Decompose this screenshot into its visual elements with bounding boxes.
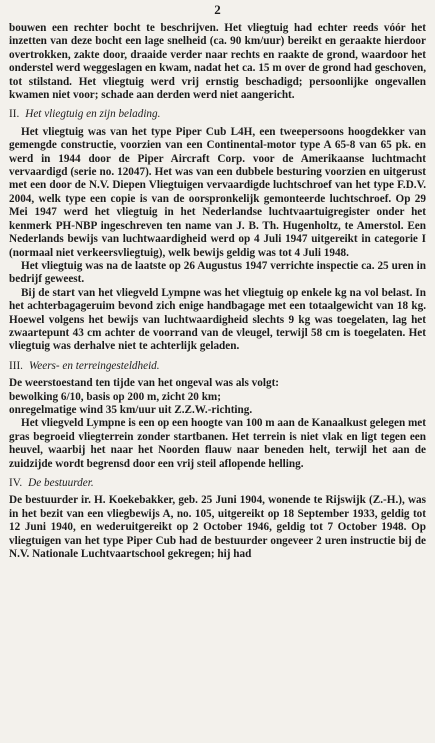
section-number: III. [9,359,23,372]
section-title: De bestuurder. [28,477,94,489]
terrain-paragraph: Het vliegveld Lympne is een op een hoogte van 100 m aan de Kanaalkust gelegen met gras begroeid vliegterrein zonder startbanen. Het terrein is niet vlak en ligt tegen een heuvel, waarbij het naar het Noorden flauw naar beneden helt, terwijl het aan de zuidzijde wordt begrensd door een vrij steil aflopende helling. [9,417,426,470]
weather-intro-line: De weerstoestand ten tijde van het ongeval was als volgt: [9,377,280,390]
weather-clouds-line: bewolking 6/10, basis op 200 m, zicht 20 km; [9,390,221,403]
section-heading-3 [9,360,426,373]
section-number: IV. [9,477,23,489]
intro-paragraph: bouwen een rechter bocht te beschrijven. Het vliegtuig had echter reeds vóór het inzetten van deze bocht een lage snelheid (ca. 90 km/uur) bereikt en geraakte hierdoor overtrokken, zakte door, draaide verder naar rechts en raakte de grond, waardoor het onderstel werd weggeslagen en kwam, nadat het ca. 15 m over de grond had geschoven, tot stilstand. Het vliegtuig werd vrij ernstig beschadigd; persoonlijke ongevallen kwamen niet voor; schade aan derden werd niet aangericht. [9,22,426,102]
section-title: Weers- en terreingesteldheid. [28,359,160,372]
weather-wind-line: onregelmatige wind 35 km/uur uit Z.Z.W.-richting. [9,403,253,416]
loading-paragraph: Bij de start van het vliegveld Lympne was het vliegtuig op enkele kg na vol belast. In het achterbagageruim bevond zich enige handbagage met een totaalgewicht van 18 kg. Hoewel volgens het bewijs van luchtwaardigheid slechts 9 kg was toegelaten, lag het zwaartepunt 43 cm achter de voorrand van de vleugel, terwijl 58 cm is toegelaten. Het vliegtuig was derhalve niet te achterlijk geladen. [9,286,426,353]
page-number: 2 [214,2,221,17]
section-heading-4 [9,477,426,490]
section-title: Het vliegtuig en zijn belading. [25,108,161,121]
pilot-paragraph: De bestuurder ir. H. Koekebakker, geb. 25 Juni 1904, wonende te Rijswijk (Z.-H.), was in het bezit van een vliegbewijs A, no. 105, uitgereikt op 18 September 1933, geldig tot 12 Juni 1940, en wederuitgereikt op 2 October 1946, geldig tot 7 October 1948. Op vliegtuigen van het type Piper Cub had de bestuurder ongeveer 2 uren instructie bij de N.V. Nationale Luchtvaartschool gekregen; hij had [9,494,426,561]
section-number: II. [9,108,20,121]
aircraft-paragraph: Het vliegtuig was van het type Piper Cub L4H, een tweepersoons hoogdekker van gemengde constructie, voorzien van een Continental-motor type A 65-8 van 65 pk. en werd in 1944 door de Piper Aircraft Corp. voor de Amerikaanse luchtmacht vervaardigd (serie no. 12047). Het was van een dubbele besturing voorzien en uitgerust met een door de N.V. Diepen Vliegtuigen vervaardigde luchtschroef van het type F.D.V. 2004, welk type een copie is van de oorspronkelijk gemonteerde luchtschroef. Op 29 Mei 1947 werd het vliegtuig in het Nederlandse luchtvaartuigregister onder het kenmerk PH-NBP ingeschreven ten name van J. B. Th. Hugenholtz, te Amerstol. Een Nederlands bewijs van luchtwaardigheid werd op 4 Juli 1947 uitgereikt in categorie I (normaal niet verkeersvliegtuig), welk bewijs geldig was tot 4 Juli 1948. [9,125,426,259]
inspection-paragraph: Het vliegtuig was na de laatste op 26 Augustus 1947 verrichte inspectie ca. 25 uren in bedrijf geweest. [9,259,426,286]
section-heading-2 [9,108,426,121]
